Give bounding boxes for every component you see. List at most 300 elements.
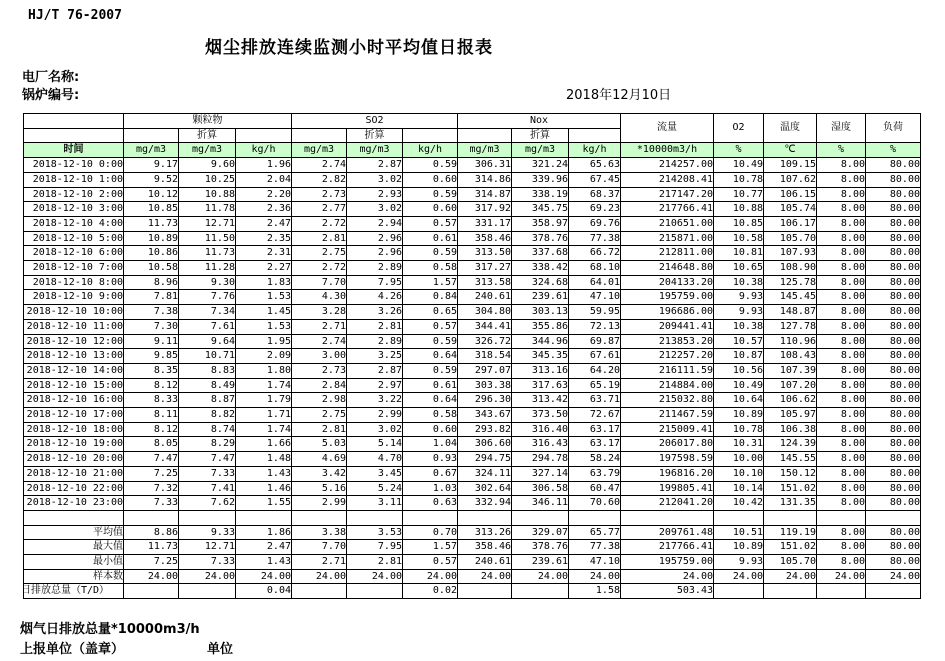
value-cell: 378.76 bbox=[512, 231, 569, 246]
summary-value-cell: 119.19 bbox=[764, 525, 817, 540]
summary-value-cell: 24.00 bbox=[569, 569, 621, 584]
value-cell: 2.72 bbox=[292, 261, 347, 276]
value-cell: 196686.00 bbox=[621, 305, 714, 320]
header-row-groups bbox=[24, 114, 921, 129]
value-cell: 1.79 bbox=[236, 393, 292, 408]
value-cell: 10.81 bbox=[714, 246, 764, 261]
header-row-units bbox=[24, 143, 921, 158]
value-cell: 206017.80 bbox=[621, 437, 714, 452]
daily-total-value-cell bbox=[124, 584, 179, 599]
unit-header-1: mg/m3 bbox=[179, 143, 236, 158]
value-cell: 210651.00 bbox=[621, 216, 714, 231]
value-cell: 2.72 bbox=[292, 216, 347, 231]
value-cell: 2.75 bbox=[292, 408, 347, 423]
report-table bbox=[23, 113, 921, 599]
daily-total-label-text: 日排放总量（T/D） bbox=[21, 585, 110, 597]
value-cell: 8.00 bbox=[817, 261, 866, 276]
value-cell: 1.46 bbox=[236, 481, 292, 496]
empty-cell bbox=[347, 510, 403, 525]
value-cell: 58.24 bbox=[569, 452, 621, 467]
summary-value-cell: 7.25 bbox=[124, 555, 179, 570]
time-cell: 2018-12-10 8:00 bbox=[24, 275, 124, 290]
single-header-3: 湿度 bbox=[817, 114, 866, 143]
daily-total-value-cell bbox=[179, 584, 236, 599]
value-cell: 7.38 bbox=[124, 305, 179, 320]
value-cell: 3.11 bbox=[347, 496, 403, 511]
value-cell: 9.93 bbox=[714, 305, 764, 320]
value-cell: 68.10 bbox=[569, 261, 621, 276]
summary-value-cell: 195759.00 bbox=[621, 555, 714, 570]
value-cell: 0.58 bbox=[403, 408, 458, 423]
value-cell: 0.57 bbox=[403, 319, 458, 334]
value-cell: 106.15 bbox=[764, 187, 817, 202]
summary-value-cell: 24.00 bbox=[179, 569, 236, 584]
time-cell: 2018-12-10 18:00 bbox=[24, 422, 124, 437]
value-cell: 8.12 bbox=[124, 422, 179, 437]
value-cell: 7.81 bbox=[124, 290, 179, 305]
daily-total-value-cell bbox=[817, 584, 866, 599]
value-cell: 306.60 bbox=[458, 437, 512, 452]
value-cell: 107.39 bbox=[764, 363, 817, 378]
value-cell: 9.52 bbox=[124, 172, 179, 187]
value-cell: 8.29 bbox=[179, 437, 236, 452]
single-header-1: O2 bbox=[714, 114, 764, 143]
value-cell: 294.75 bbox=[458, 452, 512, 467]
value-cell: 0.59 bbox=[403, 246, 458, 261]
value-cell: 2.77 bbox=[292, 202, 347, 217]
value-cell: 108.90 bbox=[764, 261, 817, 276]
value-cell: 5.14 bbox=[347, 437, 403, 452]
time-cell: 2018-12-10 9:00 bbox=[24, 290, 124, 305]
value-cell: 10.64 bbox=[714, 393, 764, 408]
summary-value-cell: 24.00 bbox=[817, 569, 866, 584]
value-cell: 0.59 bbox=[403, 187, 458, 202]
group-header-2: Nox bbox=[458, 114, 621, 129]
value-cell: 8.82 bbox=[179, 408, 236, 423]
value-cell: 59.95 bbox=[569, 305, 621, 320]
summary-row bbox=[24, 555, 921, 570]
unit-header-13: % bbox=[866, 143, 921, 158]
value-cell: 107.62 bbox=[764, 172, 817, 187]
value-cell: 8.35 bbox=[124, 363, 179, 378]
value-cell: 8.00 bbox=[817, 172, 866, 187]
value-cell: 196816.20 bbox=[621, 466, 714, 481]
hour-row bbox=[24, 422, 921, 437]
value-cell: 109.15 bbox=[764, 158, 817, 173]
value-cell: 80.00 bbox=[866, 378, 921, 393]
unit-header-8: kg/h bbox=[569, 143, 621, 158]
value-cell: 11.73 bbox=[124, 216, 179, 231]
group-0-rate-spacer bbox=[236, 128, 292, 143]
summary-value-cell: 105.70 bbox=[764, 555, 817, 570]
value-cell: 2.87 bbox=[347, 158, 403, 173]
time-cell: 2018-12-10 6:00 bbox=[24, 246, 124, 261]
value-cell: 324.11 bbox=[458, 466, 512, 481]
value-cell: 2.73 bbox=[292, 363, 347, 378]
time-cell: 2018-12-10 1:00 bbox=[24, 172, 124, 187]
value-cell: 151.02 bbox=[764, 481, 817, 496]
value-cell: 0.84 bbox=[403, 290, 458, 305]
value-cell: 2.82 bbox=[292, 172, 347, 187]
value-cell: 345.75 bbox=[512, 202, 569, 217]
value-cell: 2.20 bbox=[236, 187, 292, 202]
value-cell: 0.93 bbox=[403, 452, 458, 467]
value-cell: 11.50 bbox=[179, 231, 236, 246]
value-cell: 10.85 bbox=[714, 216, 764, 231]
summary-value-cell: 24.00 bbox=[621, 569, 714, 584]
value-cell: 66.72 bbox=[569, 246, 621, 261]
hour-row bbox=[24, 334, 921, 349]
value-cell: 63.79 bbox=[569, 466, 621, 481]
value-cell: 10.89 bbox=[124, 231, 179, 246]
summary-value-cell: 8.00 bbox=[817, 525, 866, 540]
value-cell: 1.74 bbox=[236, 378, 292, 393]
summary-value-cell: 2.81 bbox=[347, 555, 403, 570]
value-cell: 2.99 bbox=[292, 496, 347, 511]
value-cell: 110.96 bbox=[764, 334, 817, 349]
value-cell: 7.32 bbox=[124, 481, 179, 496]
daily-total-label bbox=[21, 584, 124, 599]
summary-label: 平均值 bbox=[24, 525, 124, 540]
value-cell: 8.74 bbox=[179, 422, 236, 437]
value-cell: 80.00 bbox=[866, 158, 921, 173]
empty-cell bbox=[569, 510, 621, 525]
value-cell: 80.00 bbox=[866, 481, 921, 496]
value-cell: 1.53 bbox=[236, 290, 292, 305]
report-table-body bbox=[21, 158, 921, 599]
value-cell: 107.93 bbox=[764, 246, 817, 261]
summary-value-cell: 7.95 bbox=[347, 540, 403, 555]
hour-row bbox=[24, 158, 921, 173]
value-cell: 212257.20 bbox=[621, 349, 714, 364]
hour-row bbox=[24, 187, 921, 202]
value-cell: 0.60 bbox=[403, 202, 458, 217]
value-cell: 8.00 bbox=[817, 275, 866, 290]
value-cell: 106.62 bbox=[764, 393, 817, 408]
daily-total-value-cell: 0.04 bbox=[236, 584, 292, 599]
value-cell: 7.47 bbox=[179, 452, 236, 467]
value-cell: 317.92 bbox=[458, 202, 512, 217]
summary-value-cell: 3.53 bbox=[347, 525, 403, 540]
value-cell: 10.42 bbox=[714, 496, 764, 511]
value-cell: 63.17 bbox=[569, 422, 621, 437]
value-cell: 7.76 bbox=[179, 290, 236, 305]
group-header-0: 颗粒物 bbox=[124, 114, 292, 129]
value-cell: 8.00 bbox=[817, 319, 866, 334]
value-cell: 10.87 bbox=[714, 349, 764, 364]
value-cell: 209441.41 bbox=[621, 319, 714, 334]
value-cell: 10.65 bbox=[714, 261, 764, 276]
value-cell: 80.00 bbox=[866, 275, 921, 290]
unit-header-5: kg/h bbox=[403, 143, 458, 158]
value-cell: 296.30 bbox=[458, 393, 512, 408]
value-cell: 11.28 bbox=[179, 261, 236, 276]
value-cell: 8.00 bbox=[817, 187, 866, 202]
value-cell: 80.00 bbox=[866, 231, 921, 246]
value-cell: 1.95 bbox=[236, 334, 292, 349]
value-cell: 2.98 bbox=[292, 393, 347, 408]
value-cell: 332.94 bbox=[458, 496, 512, 511]
value-cell: 1.55 bbox=[236, 496, 292, 511]
value-cell: 1.53 bbox=[236, 319, 292, 334]
value-cell: 1.74 bbox=[236, 422, 292, 437]
summary-value-cell: 0.57 bbox=[403, 555, 458, 570]
value-cell: 80.00 bbox=[866, 187, 921, 202]
standard-code: HJ/T 76-2007 bbox=[28, 8, 122, 23]
value-cell: 3.02 bbox=[347, 172, 403, 187]
value-cell: 8.00 bbox=[817, 290, 866, 305]
summary-value-cell: 209761.48 bbox=[621, 525, 714, 540]
summary-value-cell: 8.86 bbox=[124, 525, 179, 540]
value-cell: 0.59 bbox=[403, 334, 458, 349]
value-cell: 67.45 bbox=[569, 172, 621, 187]
value-cell: 294.78 bbox=[512, 452, 569, 467]
daily-total-value-cell: 0.02 bbox=[403, 584, 458, 599]
summary-label: 最大值 bbox=[24, 540, 124, 555]
value-cell: 8.00 bbox=[817, 437, 866, 452]
value-cell: 60.47 bbox=[569, 481, 621, 496]
value-cell: 80.00 bbox=[866, 216, 921, 231]
value-cell: 65.19 bbox=[569, 378, 621, 393]
value-cell: 344.41 bbox=[458, 319, 512, 334]
summary-value-cell: 240.61 bbox=[458, 555, 512, 570]
boiler-no-label: 锅炉编号: bbox=[22, 88, 80, 103]
value-cell: 9.85 bbox=[124, 349, 179, 364]
value-cell: 293.82 bbox=[458, 422, 512, 437]
report-table-header bbox=[24, 114, 921, 158]
summary-value-cell: 2.47 bbox=[236, 540, 292, 555]
value-cell: 10.00 bbox=[714, 452, 764, 467]
value-cell: 3.00 bbox=[292, 349, 347, 364]
value-cell: 80.00 bbox=[866, 202, 921, 217]
value-cell: 306.58 bbox=[512, 481, 569, 496]
daily-total-value-cell bbox=[714, 584, 764, 599]
hour-row bbox=[24, 231, 921, 246]
summary-row bbox=[24, 569, 921, 584]
value-cell: 8.12 bbox=[124, 378, 179, 393]
single-header-0: 流量 bbox=[621, 114, 714, 143]
value-cell: 216111.59 bbox=[621, 363, 714, 378]
value-cell: 68.37 bbox=[569, 187, 621, 202]
value-cell: 10.49 bbox=[714, 378, 764, 393]
group-0-converted-label: 折算 bbox=[179, 128, 236, 143]
value-cell: 10.57 bbox=[714, 334, 764, 349]
value-cell: 212811.00 bbox=[621, 246, 714, 261]
summary-value-cell: 24.00 bbox=[292, 569, 347, 584]
time-cell: 2018-12-10 4:00 bbox=[24, 216, 124, 231]
time-cell: 2018-12-10 2:00 bbox=[24, 187, 124, 202]
empty-cell bbox=[714, 510, 764, 525]
value-cell: 124.39 bbox=[764, 437, 817, 452]
value-cell: 3.42 bbox=[292, 466, 347, 481]
hour-row bbox=[24, 393, 921, 408]
value-cell: 80.00 bbox=[866, 466, 921, 481]
group-0-raw-spacer bbox=[124, 128, 179, 143]
value-cell: 3.25 bbox=[347, 349, 403, 364]
value-cell: 338.42 bbox=[512, 261, 569, 276]
value-cell: 8.00 bbox=[817, 378, 866, 393]
value-cell: 7.95 bbox=[347, 275, 403, 290]
time-cell: 2018-12-10 23:00 bbox=[24, 496, 124, 511]
empty-cell bbox=[458, 510, 512, 525]
value-cell: 11.78 bbox=[179, 202, 236, 217]
value-cell: 0.60 bbox=[403, 172, 458, 187]
summary-value-cell: 80.00 bbox=[866, 540, 921, 555]
value-cell: 80.00 bbox=[866, 246, 921, 261]
value-cell: 10.89 bbox=[714, 408, 764, 423]
value-cell: 8.00 bbox=[817, 216, 866, 231]
summary-value-cell: 8.00 bbox=[817, 540, 866, 555]
value-cell: 214257.00 bbox=[621, 158, 714, 173]
value-cell: 212041.20 bbox=[621, 496, 714, 511]
value-cell: 10.58 bbox=[124, 261, 179, 276]
value-cell: 331.17 bbox=[458, 216, 512, 231]
value-cell: 4.30 bbox=[292, 290, 347, 305]
value-cell: 373.50 bbox=[512, 408, 569, 423]
value-cell: 8.00 bbox=[817, 363, 866, 378]
value-cell: 2.93 bbox=[347, 187, 403, 202]
value-cell: 9.64 bbox=[179, 334, 236, 349]
value-cell: 2.96 bbox=[347, 231, 403, 246]
value-cell: 80.00 bbox=[866, 290, 921, 305]
time-cell: 2018-12-10 0:00 bbox=[24, 158, 124, 173]
value-cell: 67.61 bbox=[569, 349, 621, 364]
unit-header-11: ℃ bbox=[764, 143, 817, 158]
unit-header-0: mg/m3 bbox=[124, 143, 179, 158]
value-cell: 306.31 bbox=[458, 158, 512, 173]
time-cell: 2018-12-10 11:00 bbox=[24, 319, 124, 334]
summary-value-cell: 9.93 bbox=[714, 555, 764, 570]
unit-header-9: *10000m3/h bbox=[621, 143, 714, 158]
value-cell: 72.67 bbox=[569, 408, 621, 423]
value-cell: 8.00 bbox=[817, 466, 866, 481]
time-cell: 2018-12-10 22:00 bbox=[24, 481, 124, 496]
summary-value-cell: 24.00 bbox=[403, 569, 458, 584]
value-cell: 8.00 bbox=[817, 158, 866, 173]
value-cell: 148.87 bbox=[764, 305, 817, 320]
value-cell: 7.41 bbox=[179, 481, 236, 496]
value-cell: 343.67 bbox=[458, 408, 512, 423]
value-cell: 47.10 bbox=[569, 290, 621, 305]
value-cell: 217766.41 bbox=[621, 202, 714, 217]
value-cell: 80.00 bbox=[866, 393, 921, 408]
value-cell: 0.61 bbox=[403, 378, 458, 393]
summary-value-cell: 151.02 bbox=[764, 540, 817, 555]
value-cell: 10.12 bbox=[124, 187, 179, 202]
value-cell: 2.96 bbox=[347, 246, 403, 261]
hour-row bbox=[24, 363, 921, 378]
value-cell: 5.24 bbox=[347, 481, 403, 496]
value-cell: 12.71 bbox=[179, 216, 236, 231]
value-cell: 80.00 bbox=[866, 349, 921, 364]
value-cell: 215871.00 bbox=[621, 231, 714, 246]
daily-total-value-cell: 1.58 bbox=[569, 584, 621, 599]
time-cell: 2018-12-10 10:00 bbox=[24, 305, 124, 320]
value-cell: 0.58 bbox=[403, 261, 458, 276]
value-cell: 0.61 bbox=[403, 231, 458, 246]
summary-value-cell: 378.76 bbox=[512, 540, 569, 555]
value-cell: 321.24 bbox=[512, 158, 569, 173]
value-cell: 7.33 bbox=[179, 466, 236, 481]
value-cell: 337.68 bbox=[512, 246, 569, 261]
summary-value-cell: 77.38 bbox=[569, 540, 621, 555]
value-cell: 8.87 bbox=[179, 393, 236, 408]
value-cell: 7.62 bbox=[179, 496, 236, 511]
empty-cell bbox=[621, 510, 714, 525]
report-unit-label: 上报单位（盖章） bbox=[20, 642, 125, 657]
value-cell: 4.70 bbox=[347, 452, 403, 467]
value-cell: 345.35 bbox=[512, 349, 569, 364]
value-cell: 72.13 bbox=[569, 319, 621, 334]
daily-total-value-cell bbox=[458, 584, 512, 599]
value-cell: 8.00 bbox=[817, 305, 866, 320]
time-cell: 2018-12-10 12:00 bbox=[24, 334, 124, 349]
group-1-rate-spacer bbox=[403, 128, 458, 143]
summary-value-cell: 80.00 bbox=[866, 525, 921, 540]
value-cell: 9.93 bbox=[714, 290, 764, 305]
value-cell: 10.77 bbox=[714, 187, 764, 202]
value-cell: 80.00 bbox=[866, 496, 921, 511]
value-cell: 9.11 bbox=[124, 334, 179, 349]
value-cell: 7.34 bbox=[179, 305, 236, 320]
value-cell: 0.64 bbox=[403, 349, 458, 364]
value-cell: 10.25 bbox=[179, 172, 236, 187]
summary-row bbox=[24, 540, 921, 555]
value-cell: 8.11 bbox=[124, 408, 179, 423]
value-cell: 0.59 bbox=[403, 363, 458, 378]
value-cell: 69.76 bbox=[569, 216, 621, 231]
value-cell: 108.43 bbox=[764, 349, 817, 364]
summary-value-cell: 24.00 bbox=[714, 569, 764, 584]
hour-row bbox=[24, 319, 921, 334]
value-cell: 80.00 bbox=[866, 452, 921, 467]
value-cell: 0.59 bbox=[403, 158, 458, 173]
summary-value-cell: 80.00 bbox=[866, 555, 921, 570]
summary-value-cell: 358.46 bbox=[458, 540, 512, 555]
empty-cell bbox=[24, 510, 124, 525]
value-cell: 240.61 bbox=[458, 290, 512, 305]
summary-row bbox=[24, 525, 921, 540]
value-cell: 1.66 bbox=[236, 437, 292, 452]
value-cell: 8.00 bbox=[817, 393, 866, 408]
group-2-raw-spacer bbox=[458, 128, 512, 143]
value-cell: 69.87 bbox=[569, 334, 621, 349]
value-cell: 303.13 bbox=[512, 305, 569, 320]
value-cell: 145.45 bbox=[764, 290, 817, 305]
value-cell: 2.35 bbox=[236, 231, 292, 246]
value-cell: 317.27 bbox=[458, 261, 512, 276]
value-cell: 2.89 bbox=[347, 261, 403, 276]
hour-row bbox=[24, 172, 921, 187]
value-cell: 2.27 bbox=[236, 261, 292, 276]
value-cell: 8.83 bbox=[179, 363, 236, 378]
empty-cell bbox=[124, 510, 179, 525]
hour-row bbox=[24, 378, 921, 393]
value-cell: 80.00 bbox=[866, 334, 921, 349]
value-cell: 4.69 bbox=[292, 452, 347, 467]
hour-row bbox=[24, 349, 921, 364]
single-header-2: 温度 bbox=[764, 114, 817, 143]
hour-row bbox=[24, 305, 921, 320]
value-cell: 314.86 bbox=[458, 172, 512, 187]
empty-cell bbox=[764, 510, 817, 525]
value-cell: 10.86 bbox=[124, 246, 179, 261]
value-cell: 8.00 bbox=[817, 422, 866, 437]
empty-cell bbox=[817, 510, 866, 525]
value-cell: 9.30 bbox=[179, 275, 236, 290]
value-cell: 106.38 bbox=[764, 422, 817, 437]
value-cell: 2.31 bbox=[236, 246, 292, 261]
